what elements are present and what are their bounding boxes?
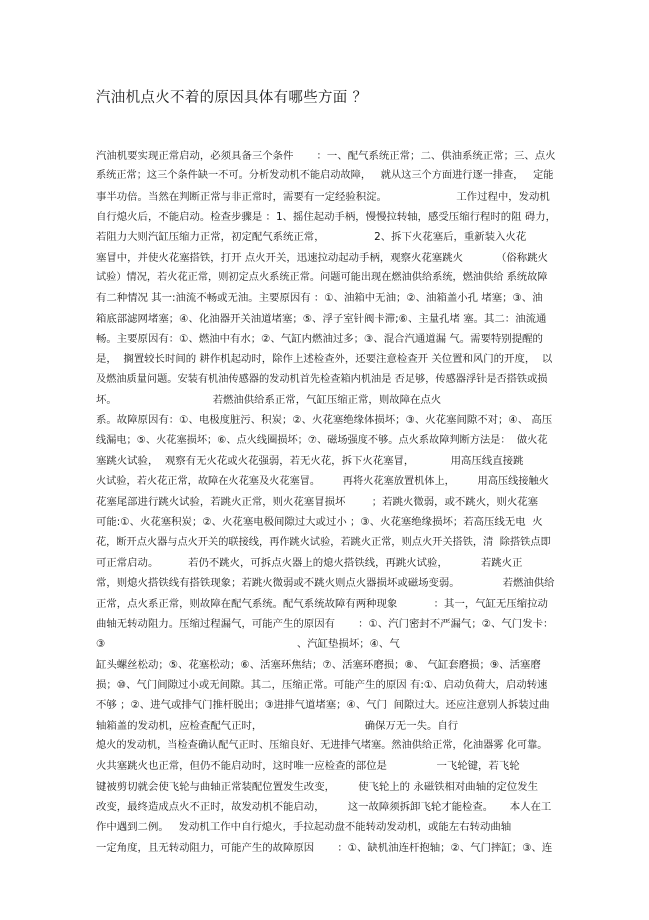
body-line: 一定角度，且无转动阻力，可能产生的故障原因 ：①、缺机油连杆抱轴；②、气门摔缸；③、连	[96, 841, 553, 854]
body-line: 试验）情况，若火花正常，则初定点火系统正常。问题可能出现在燃油供给系统，燃油供给 系统故障	[96, 272, 548, 284]
body-line: 塞跳火试验， 观察有无火花或火花强弱，若无火花，拆下火花塞冒， 用高压线直接跳	[96, 455, 524, 468]
body-line: ③ 、汽缸垫损坏；④、气	[96, 638, 400, 651]
document-body	[96, 146, 556, 858]
body-line: 作中遇到二例。 发动机工作中自行熄火，手拉起动盘不能转动发动机，或能左右转动曲轴	[96, 821, 512, 834]
body-line: 有二种情况 其一:油流不畅或无油。主要原因有 ：①、油箱中无油；②、油箱盖小孔 堵塞；③、油	[96, 292, 543, 305]
document-title: 汽油机点火不着的原因具体有哪些方面 ？	[96, 90, 368, 106]
body-line: 线漏电；⑤、火花塞损坏；⑥、点火线圈损坏；⑦、磁场强度不够。点火系故障判断方法是： 做火花	[96, 434, 548, 446]
body-line: 若阻力大则汽缸压缩力正常，初定配气系统正常， 2、拆下火花塞后，重新装入火花	[96, 231, 527, 244]
body-line: 系统正常；这三个条件缺一不可。分析发动机不能启动故障， 就从这三个方面进行逐一排查， 定能	[96, 170, 554, 182]
body-line: 系。故障原因有：①、电极度脏污、积炭；②、火花塞绝缘体损坏；③、火花塞间隙不对；④、 高压	[96, 414, 553, 427]
body-line: 缸头螺丝松动；⑤、花塞松动；⑥、活塞环焦结；⑦、活塞环磨损；⑧、 气缸套磨损；⑨、活塞磨	[96, 658, 541, 671]
body-line: 轴箱盖的发动机，应检查配气正时， 确保万无一失。自行	[96, 719, 459, 732]
body-line: 花塞尾部进行跳火试验，若跳火正常，则火花塞冒损坏 ；若跳火微弱，或不跳火，则火花塞	[96, 495, 539, 508]
body-line: 曲轴无转动阻力。压缩过程漏气，可能产生的原因有 ：①、汽门密封不严漏气；②、气门发卡：	[96, 617, 554, 630]
body-line: 不够 ；②、进气或排气门推杆脱出；③进排气道堵塞；④、气门 间隙过大。还应注意别人拆装过曲	[96, 699, 550, 712]
body-line: 是， 搁置较长时间的 耕作机起动时，除作上述检查外，还要注意检查开 关位置和风门的开度， 以	[96, 353, 553, 366]
body-line: 火共塞跳火也正常，但仍不能启动时，这时唯一应检查的部位是 一飞轮键，若飞轮	[96, 760, 520, 773]
body-line: 熄火的发动机，当检查确认配气正时、压缩良好、无进排气堵塞。然油供给正常，化油器雾 化可靠。	[96, 739, 548, 751]
body-line: 常，则熄火搭铁线有搭铁现象；若跳火微弱或不跳火则点火器损坏或磁场变弱。 若燃油供给	[96, 577, 555, 590]
body-line: 损；⑩、气门间隙过小或无间隙。其二，压缩正常。可能产生的原因 有:①、启动负荷大，启动转速	[96, 678, 548, 691]
body-line: 可能:①、火花塞积炭；②、火花塞电极间隙过大或过小 ；③、火花塞绝缘损坏；若高压线无电 火	[96, 516, 543, 529]
body-line: 火试验，若火花正常，故障在火花塞及火花塞冒。 再将火花塞放置机体上， 用高压线接触火	[96, 475, 549, 487]
body-line: 汽油机要实现正常启动，必须具备三个条件 ：一、配气系统正常；二、供油系统正常；三、点火	[96, 150, 556, 162]
body-line: 自行熄火后，不能启动。检查步骤是 ：1、摇住起动手柄，慢慢拉转轴，感受压缩行程时的阻 碍力，	[96, 211, 556, 224]
body-line: 花，断开点火器与点火开关的联接线，再作跳火试验，若跳火正常，则点火开关搭铁，清 除搭铁点即	[96, 536, 551, 548]
body-line: 改变，最终造成点火不正时，故发动机不能启动， 这一故障须拆卸飞轮才能检查。 本人在工	[96, 801, 552, 813]
body-line: 畅。主要原因有：①、燃油中有水；②、气缸内燃油过多；③、混合汽通道漏 气。需要特别提醒的	[96, 333, 543, 346]
body-line: 正常，点火系正常，则故障在配气系统。配气系统故障有两种现象 ：其一，气缸无压缩拉动	[96, 597, 548, 610]
body-line: 可正常启动。 若仍不跳火，可拆点火器上的熄火搭铁线，再跳火试验， 若跳火正	[96, 556, 523, 569]
body-line: 及燃油质量问题。安装有机油传感器的发动机首先检查箱内机油是 否足够，传感器浮针是否搭铁或损	[96, 373, 548, 385]
body-line: 塞冒中，并使火花塞搭铁，打开 点火开关，迅速拉动起动手柄，观察火花塞跳火 （俗称跳火	[96, 251, 548, 264]
body-line: 箱底部滤网堵塞；④、化油器开关油道堵塞；⑤、浮子室针阀卡滞;⑥、主量孔堵 塞。其二：油流通	[96, 312, 547, 325]
body-line: 事半功倍。当然在判断正常与非正常时，需要有一定经验积淀。 工作过程中，发动机	[96, 190, 550, 203]
body-line: 坏。 若燃油供给系正常，气缸压缩正常，则故障在点火	[96, 394, 442, 407]
body-line: 键被剪切就会使飞轮与曲轴正常装配位置发生改变， 使飞轮上的 永磁铁相对曲轴的定位发生	[96, 780, 539, 793]
